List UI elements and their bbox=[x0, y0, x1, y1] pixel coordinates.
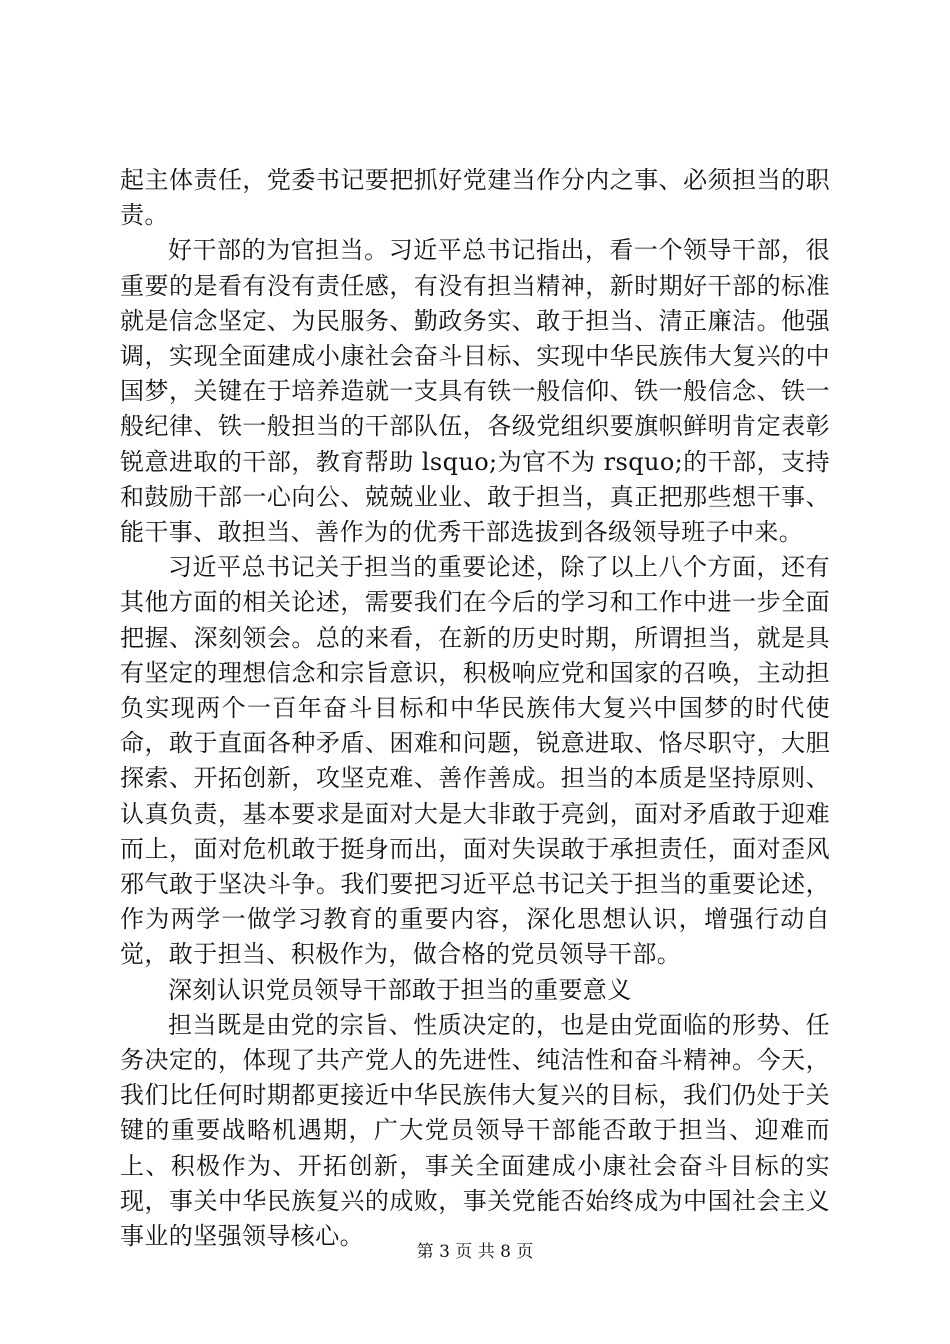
paragraph-summary: 习近平总书记关于担当的重要论述，除了以上八个方面，还有其他方面的相关论述，需要我们在今后的学习和工作中进一步全面把握、深刻领会。总的来看，在新的历史时期，所谓担当，就是具有坚定的理想信念和宗旨意识，积极响应党和国家的召唤，主动担负实现两个一百年奋斗目标和中华民族伟大复兴中国梦的时代使命，敢于直面各种矛盾、困难和问题，锐意进取、恪尽职守，大胆探索、开拓创新，攻坚克难、善作善成。担当的本质是坚持原则、认真负责，基本要求是面对大是大非敢于亮剑，面对矛盾敢于迎难而上，面对危机敢于挺身而出，面对失误敢于承担责任，面对歪风邪气敢于坚决斗争。我们要把习近平总书记关于担当的重要论述，作为两学一做学习教育的重要内容，深化思想认识，增强行动自觉，敢于担当、积极作为，做合格的党员领导干部。 bbox=[120, 553, 830, 969]
page-footer: 第 3 页 共 8 页 bbox=[416, 1242, 534, 1262]
paragraph-significance: 担当既是由党的宗旨、性质决定的，也是由党面临的形势、任务决定的，体现了共产党人的先进性、纯洁性和奋斗精神。今天，我们比任何时期都更接近中华民族伟大复兴的目标，我们仍处于关键的重要战略机遇期，广大党员领导干部能否敢于担当、迎难而上、积极作为、开拓创新，事关全面建成小康社会奋斗目标的实现，事关中华民族复兴的成败，事关党能否始终成为中国社会主义事业的坚强领导核心。 bbox=[120, 1010, 830, 1251]
paragraph-continuation: 起主体责任，党委书记要把抓好党建当作分内之事、必须担当的职责。 bbox=[120, 166, 830, 230]
section-heading: 深刻认识党员领导干部敢于担当的重要意义 bbox=[168, 975, 632, 1004]
paragraph-good-cadres: 好干部的为官担当。习近平总书记指出，看一个领导干部，很重要的是看有没有责任感，有没有担当精神，新时期好干部的标准就是信念坚定、为民服务、勤政务实、敢于担当、清正廉洁。他强调，实现全面建成小康社会奋斗目标、实现中华民族伟大复兴的中国梦，关键在于培养造就一支具有铁一般信仰、铁一般信念、铁一般纪律、铁一般担当的干部队伍，各级党组织要旗帜鲜明肯定表彰锐意进取的干部，教育帮助 lsquo;为官不为 rsquo;的干部，支持和鼓励干部一心向公、兢兢业业、敢于担当，真正把那些想干事、能干事、敢担当、善作为的优秀干部选拔到各级领导班子中来。 bbox=[120, 236, 830, 547]
document-body bbox=[120, 163, 830, 1254]
